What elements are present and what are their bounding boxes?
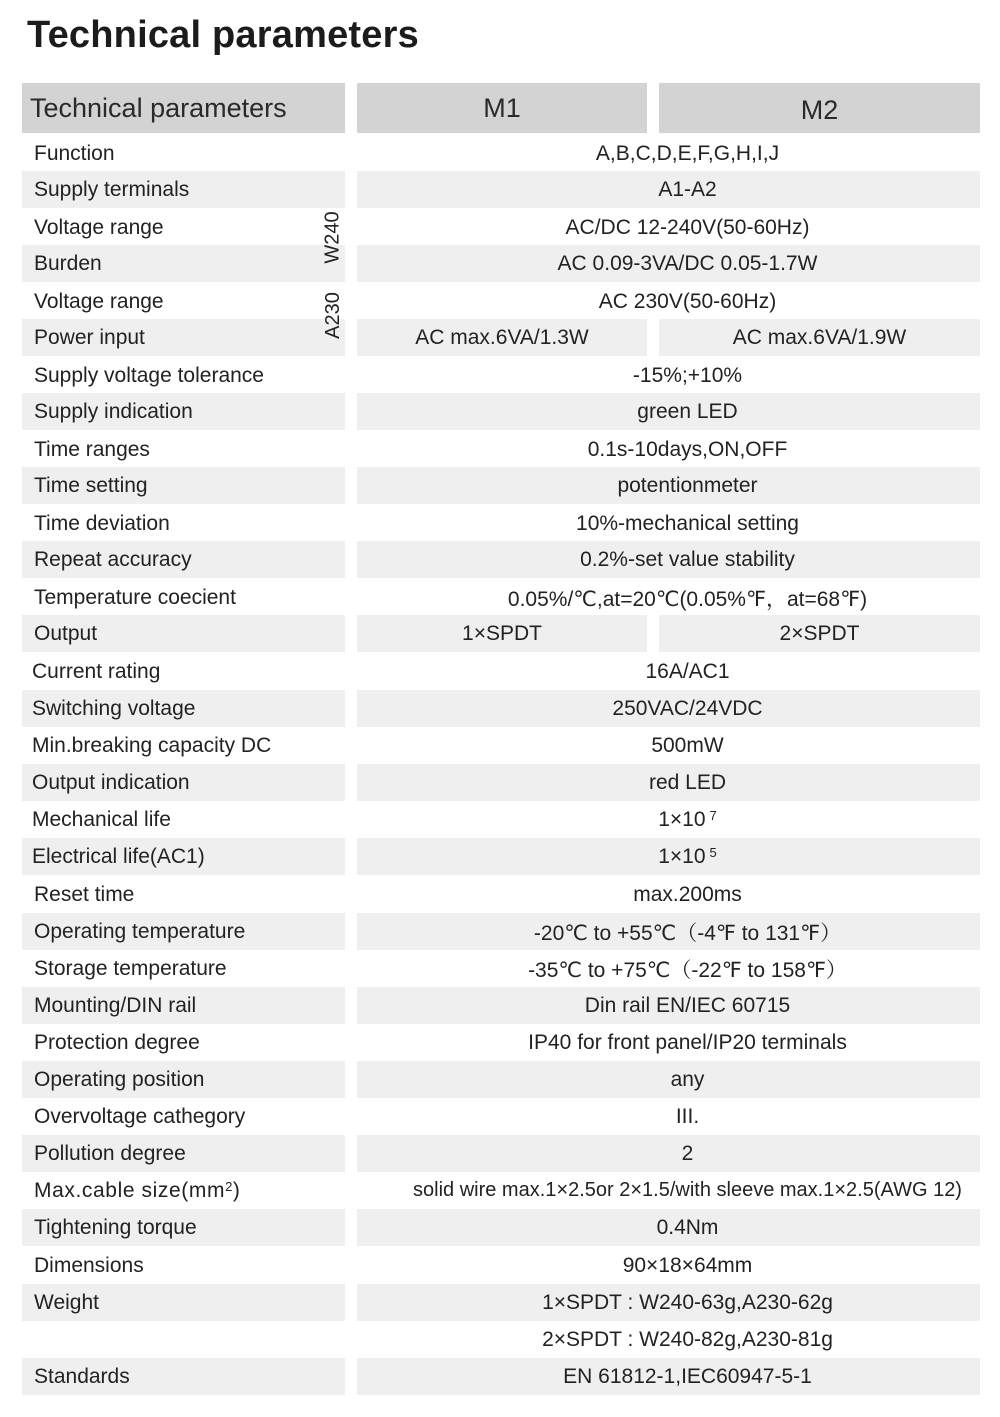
row-value: 250VAC/24VDC: [357, 690, 980, 727]
row-label: Supply indication: [22, 393, 345, 430]
row-voltage-range-a230: [0, 283, 1000, 320]
row-time-setting: [0, 467, 1000, 504]
row-label: Switching voltage: [22, 690, 345, 727]
row-value: 0.4Nm: [357, 1209, 980, 1246]
row-label: Protection degree: [34, 1030, 200, 1054]
row-weight-2spdt: [0, 1321, 1000, 1358]
row-value: max.200ms: [633, 882, 742, 906]
row-standards: [0, 1358, 1000, 1395]
row-supply-tolerance: [0, 357, 1000, 394]
row-supply-terminals: [0, 171, 1000, 208]
row-value: any: [357, 1061, 980, 1098]
row-value: IP40 for front panel/IP20 terminals: [528, 1030, 847, 1054]
row-value: III.: [675, 1104, 700, 1128]
row-value: 90×18×64mm: [622, 1253, 753, 1277]
row-value: solid wire max.1×2.5or 2×1.5/with sleeve max.1×2.5(AWG 12): [413, 1179, 962, 1201]
row-label: Voltage range: [34, 289, 164, 313]
row-min-breaking-capacity: [0, 727, 1000, 764]
row-pollution-degree: [0, 1135, 1000, 1172]
row-value: 1×10 $^7$: [658, 807, 717, 831]
row-value-m2: 2×SPDT: [659, 615, 980, 652]
header-parameter-column: Technical parameters: [22, 83, 345, 133]
exponent: 5: [709, 845, 717, 860]
row-operating-position: [0, 1061, 1000, 1098]
row-value: A1-A2: [357, 171, 980, 208]
row-label: Voltage range: [34, 215, 164, 239]
row-value: green LED: [357, 393, 980, 430]
row-value: AC 0.09-3VA/DC 0.05-1.7W: [357, 245, 980, 282]
row-label: Reset time: [34, 882, 135, 906]
row-label: Storage temperature: [34, 956, 227, 980]
row-value: 1×SPDT : W240-63g,A230-62g: [357, 1284, 980, 1321]
row-value: 2×SPDT : W240-82g,A230-81g: [542, 1327, 833, 1351]
row-temperature-coefficient: [0, 579, 1000, 616]
row-label: Current rating: [32, 659, 161, 683]
header-m2-column: M2: [659, 83, 980, 133]
row-current-rating: [0, 653, 1000, 690]
row-label: Dimensions: [34, 1253, 144, 1277]
row-label: Temperature coecient: [34, 585, 236, 609]
row-mechanical-life: [0, 801, 1000, 838]
row-value: Din rail EN/IEC 60715: [357, 987, 980, 1024]
row-supply-indication: [0, 393, 1000, 430]
row-label: Supply terminals: [22, 171, 345, 208]
row-value: A,B,C,D,E,F,G,H,I,J: [595, 141, 780, 165]
row-reset-time: [0, 876, 1000, 913]
row-max-cable-size: [0, 1172, 1000, 1209]
row-label: Repeat accuracy: [22, 541, 345, 578]
row-label: Time ranges: [34, 437, 150, 461]
row-overvoltage-category: [0, 1098, 1000, 1135]
row-label: Tightening torque: [22, 1209, 345, 1246]
row-value: 16A/AC1: [645, 659, 730, 683]
row-dimensions: [0, 1247, 1000, 1284]
row-label: Standards: [22, 1358, 345, 1395]
row-value: -20℃ to +55℃（-4℉ to 131℉）: [357, 913, 980, 950]
row-value: EN 61812-1,IEC60947-5-1: [357, 1358, 980, 1395]
row-weight: [0, 1284, 1000, 1321]
row-operating-temperature: [0, 913, 1000, 950]
row-output-indication: [0, 764, 1000, 801]
row-value: 500mW: [651, 733, 724, 757]
row-label: Min.breaking capacity DC: [32, 733, 272, 757]
row-value: 10%-mechanical setting: [576, 511, 799, 535]
row-protection-degree: [0, 1024, 1000, 1061]
row-value: AC/DC 12-240V(50-60Hz): [565, 215, 810, 239]
row-voltage-range-w240: [0, 209, 1000, 246]
header-m1-column: M1: [357, 83, 647, 133]
row-label: Mounting/DIN rail: [22, 987, 345, 1024]
row-tightening-torque: [0, 1209, 1000, 1246]
row-time-deviation: [0, 505, 1000, 542]
row-label: Function: [34, 141, 115, 165]
row-label: Power input: [22, 319, 345, 356]
row-value: 2: [357, 1135, 980, 1172]
row-storage-temperature: [0, 950, 1000, 987]
row-mounting: [0, 987, 1000, 1024]
row-output: [0, 615, 1000, 652]
row-label: Time deviation: [34, 511, 170, 535]
row-value: 0.2%-set value stability: [357, 541, 980, 578]
row-label: Burden: [22, 245, 345, 282]
row-value: red LED: [357, 764, 980, 801]
row-label: Pollution degree: [22, 1135, 345, 1172]
row-label: Time setting: [22, 467, 345, 504]
row-label: Overvoltage cathegory: [34, 1104, 246, 1128]
page-title: Technical parameters: [27, 14, 419, 56]
row-value-m1: 1×SPDT: [357, 615, 647, 652]
row-value: AC 230V(50-60Hz): [598, 289, 777, 313]
row-function: [0, 135, 1000, 172]
row-label: Operating temperature: [22, 913, 345, 950]
row-value-m2: AC max.6VA/1.9W: [659, 319, 980, 356]
row-label: Output indication: [22, 764, 345, 801]
exponent: 2: [225, 1179, 233, 1194]
row-switching-voltage: [0, 690, 1000, 727]
row-label: Electrical life(AC1): [22, 838, 345, 875]
row-label: Mechanical life: [32, 807, 171, 831]
row-burden: [0, 245, 1000, 282]
row-value: potentionmeter: [357, 467, 980, 504]
row-electrical-life: [0, 838, 1000, 875]
row-label: Weight: [22, 1284, 345, 1321]
row-label: Supply voltage tolerance: [34, 363, 264, 387]
row-label: Output: [22, 615, 345, 652]
row-value: 0.1s-10days,ON,OFF: [587, 437, 788, 461]
row-time-ranges: [0, 431, 1000, 468]
row-value: 0.05%/℃,at=20℃(0.05%℉，at=68℉): [507, 587, 868, 611]
exponent: 7: [709, 808, 717, 823]
row-repeat-accuracy: [0, 541, 1000, 578]
row-label: Operating position: [22, 1061, 345, 1098]
row-power-input: [0, 319, 1000, 356]
row-value: 1×10 $^5$: [357, 838, 980, 875]
row-value-m1: AC max.6VA/1.3W: [357, 319, 647, 356]
variant-tag-w240: W240: [321, 210, 344, 264]
row-value: -15%;+10%: [632, 363, 743, 387]
row-label: Max.cable size(mm $^2$ ): [34, 1178, 241, 1202]
row-value: -35℃ to +75℃（-22℉ to 158℉）: [528, 958, 847, 982]
variant-tag-a230: A230: [321, 291, 344, 339]
